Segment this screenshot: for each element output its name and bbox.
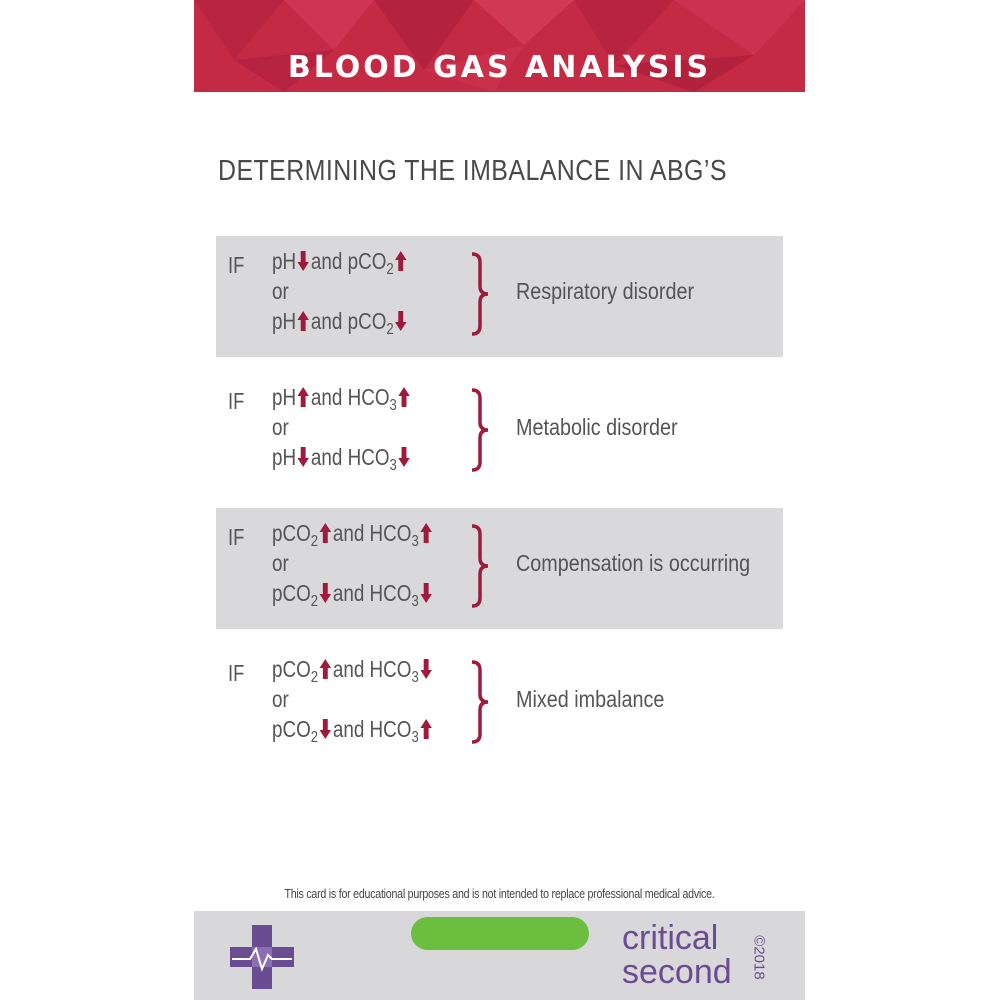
arrow-up-icon <box>298 386 309 408</box>
if-label: IF <box>228 252 245 278</box>
condition-lines <box>272 246 472 336</box>
green-pill <box>411 917 589 950</box>
arrow-up-icon <box>420 718 431 740</box>
rule-panel <box>216 236 783 357</box>
condition-var: pH <box>272 308 297 334</box>
brand-line1: critical <box>622 919 719 957</box>
medical-cross-heartbeat-icon <box>230 925 294 989</box>
arrow-down-icon <box>320 718 331 740</box>
condition-var: pCO <box>272 520 311 546</box>
or-label: or <box>272 550 289 576</box>
if-label: IF <box>228 388 245 414</box>
subscript: 2 <box>386 261 394 278</box>
brand-logo <box>622 921 732 989</box>
subscript: 3 <box>389 457 397 474</box>
condition-line <box>272 578 436 608</box>
condition-lines <box>272 518 472 608</box>
arrow-down-icon <box>420 582 431 604</box>
condition-join: and HCO <box>310 384 390 410</box>
subscript: 3 <box>389 397 397 414</box>
condition-line <box>272 382 436 412</box>
rule-panel <box>216 644 783 765</box>
subscript: 2 <box>386 321 394 338</box>
subscript: 3 <box>411 533 419 550</box>
subscript: 2 <box>310 669 319 686</box>
condition-lines <box>272 654 472 744</box>
subscript: 3 <box>411 729 419 746</box>
rule-panel <box>216 508 783 629</box>
header-banner <box>194 0 805 92</box>
copyright <box>750 929 777 989</box>
arrow-up-icon <box>398 386 409 408</box>
if-label: IF <box>228 524 245 550</box>
condition-join: and pCO <box>310 308 387 334</box>
result-label: Metabolic disorder <box>516 414 678 440</box>
condition-line <box>272 442 436 472</box>
condition-line <box>272 306 436 336</box>
condition-var: pCO <box>272 716 311 742</box>
arrow-down-icon <box>395 310 406 332</box>
disclaimer-text: This card is for educational purposes and is not intended to replace professional medical advice. <box>284 886 715 901</box>
arrow-down-icon <box>398 446 409 468</box>
arrow-up-icon <box>320 522 331 544</box>
arrow-up-icon <box>420 522 431 544</box>
condition-join: and HCO <box>310 444 390 470</box>
subscript: 2 <box>310 729 319 746</box>
brand-line2: second <box>622 953 732 991</box>
reference-card <box>194 0 805 1000</box>
subscript: 2 <box>310 533 319 550</box>
result-label: Compensation is occurring <box>516 550 751 576</box>
section-title: DETERMINING THE IMBALANCE IN ABG’S <box>218 155 727 187</box>
or-label: or <box>272 686 289 712</box>
rule-panel <box>216 372 783 493</box>
subscript: 2 <box>310 593 319 610</box>
condition-join: and HCO <box>332 716 412 742</box>
arrow-up-icon <box>320 658 331 680</box>
arrow-down-icon <box>298 446 309 468</box>
condition-line <box>272 246 436 276</box>
subscript: 3 <box>411 593 419 610</box>
condition-var: pCO <box>272 656 311 682</box>
brace-icon <box>470 388 490 472</box>
arrow-down-icon <box>320 582 331 604</box>
condition-line <box>272 714 436 744</box>
or-label: or <box>272 414 289 440</box>
arrow-down-icon <box>298 250 309 272</box>
condition-join: and HCO <box>332 656 412 682</box>
condition-join: and pCO <box>310 248 387 274</box>
condition-var: pH <box>272 384 297 410</box>
result-label: Respiratory disorder <box>516 278 695 304</box>
condition-join: and HCO <box>332 520 412 546</box>
arrow-up-icon <box>395 250 406 272</box>
footer <box>194 911 805 1000</box>
brace-icon <box>470 524 490 608</box>
condition-var: pH <box>272 444 297 470</box>
condition-join: and HCO <box>332 580 412 606</box>
if-label: IF <box>228 660 245 686</box>
condition-lines <box>272 382 472 472</box>
condition-var: pCO <box>272 580 311 606</box>
copyright-text: ©2018 <box>750 935 768 980</box>
result-label: Mixed imbalance <box>516 686 665 712</box>
header-title: BLOOD GAS ANALYSIS <box>287 50 712 85</box>
brace-icon <box>470 252 490 336</box>
condition-line <box>272 518 436 548</box>
brace-icon <box>470 660 490 744</box>
condition-var: pH <box>272 248 297 274</box>
arrow-down-icon <box>420 658 431 680</box>
subscript: 3 <box>411 669 419 686</box>
or-label: or <box>272 278 289 304</box>
condition-line <box>272 654 436 684</box>
arrow-up-icon <box>298 310 309 332</box>
